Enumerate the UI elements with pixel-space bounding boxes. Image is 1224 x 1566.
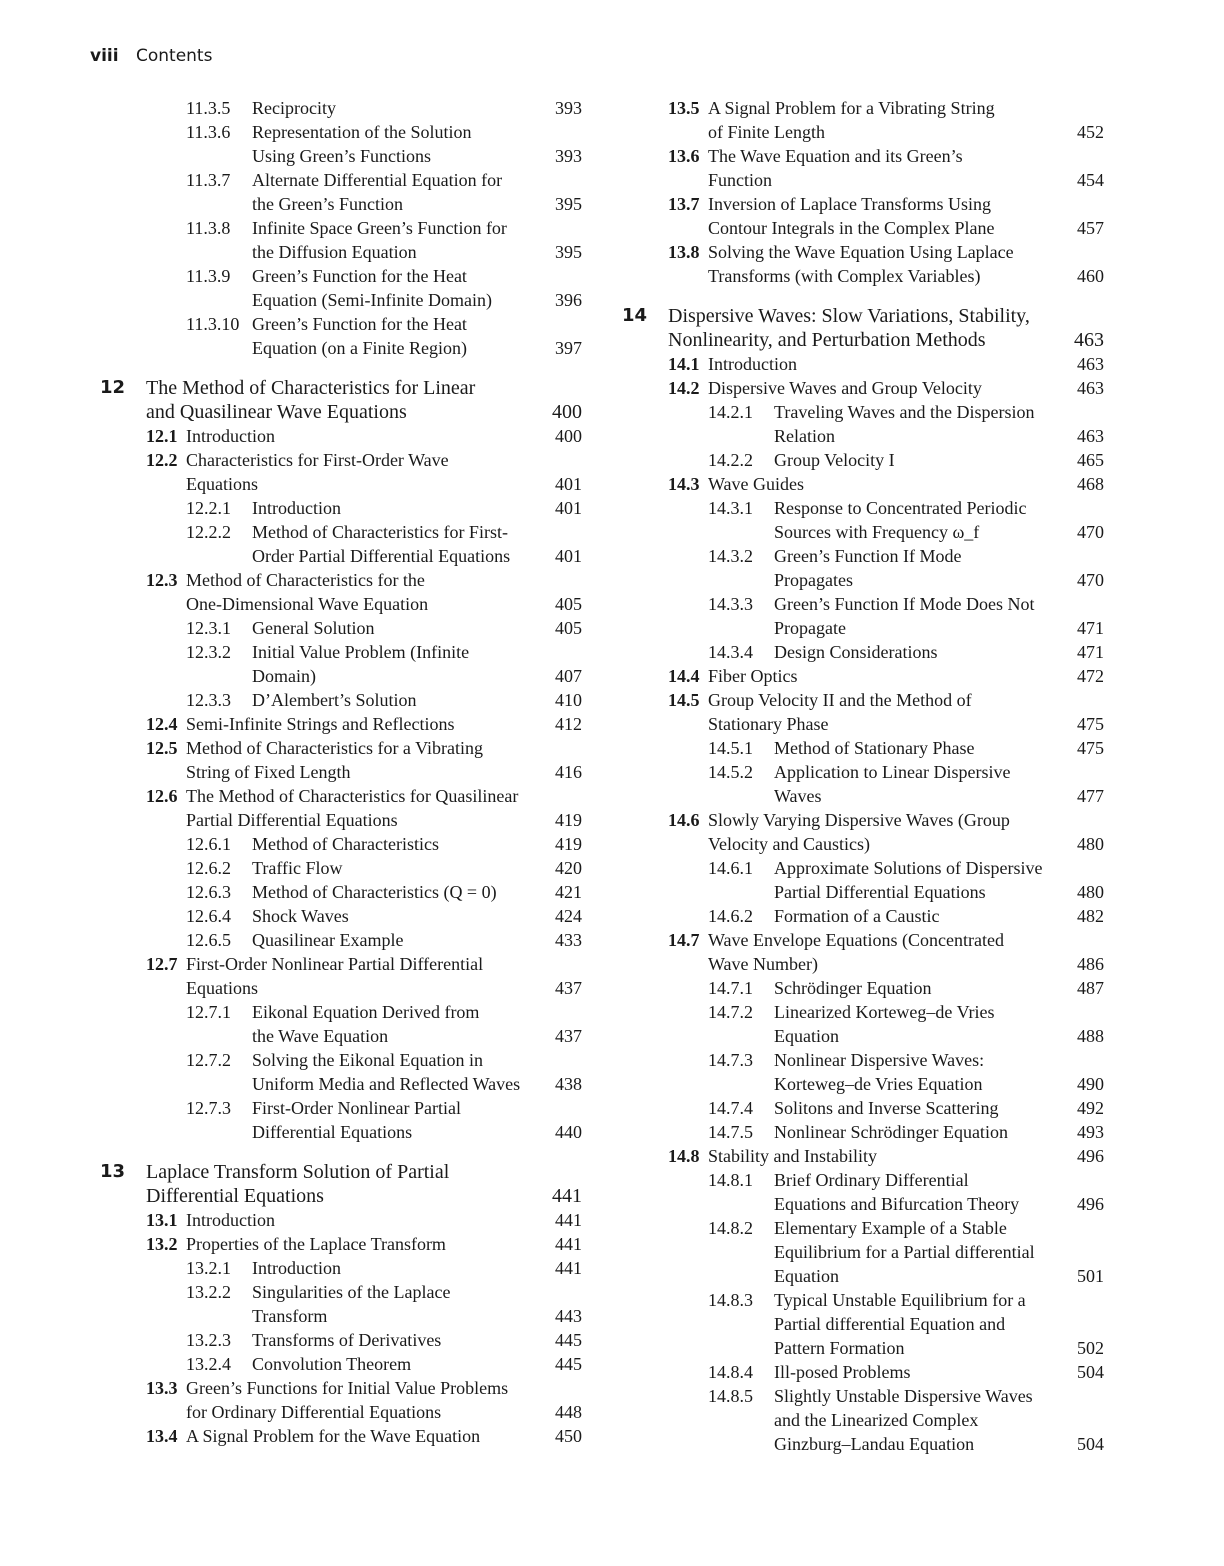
toc-section-entry[interactable] [622, 144, 1112, 192]
toc-entry-title: The Method of Characteristics for Linear and Quasilinear Wave Equations [146, 377, 476, 423]
toc-subsection-entry[interactable] [622, 544, 1112, 592]
toc-subsection-entry[interactable] [100, 832, 590, 856]
page-header [90, 46, 212, 66]
toc-entry-number: 12.3.2 [186, 642, 231, 662]
toc-entry-title: Brief Ordinary Differential Equations and Bifurcation Theory [774, 1170, 1020, 1214]
toc-entry-number: 12.6.4 [186, 906, 231, 926]
toc-subsection-entry[interactable] [622, 1048, 1112, 1096]
toc-entry-title: Nonlinear Schrödinger Equation [774, 1122, 1008, 1142]
toc-subsection-entry[interactable] [100, 264, 590, 312]
toc-section-entry[interactable] [100, 1424, 590, 1448]
toc-entry-page: 480 [1077, 834, 1104, 854]
toc-entry-page: 504 [1077, 1434, 1104, 1454]
toc-entry-title: Shock Waves [252, 906, 349, 926]
toc-entry-title: Singularities of the Laplace Transform [252, 1282, 451, 1326]
toc-entry-title: The Method of Characteristics for Quasilinear Partial Differential Equations [186, 786, 519, 830]
toc-entry-number: 14 [622, 305, 648, 326]
toc-entry-page: 486 [1077, 954, 1104, 974]
toc-subsection-entry[interactable] [622, 904, 1112, 928]
toc-subsection-entry[interactable] [100, 640, 590, 688]
toc-entry-number: 12.3.1 [186, 618, 231, 638]
toc-entry-title: Fiber Optics [708, 666, 798, 686]
toc-subsection-entry[interactable] [622, 448, 1112, 472]
toc-entry-title: Response to Concentrated Periodic Sources with Frequency ω_f [774, 498, 1027, 542]
toc-entry-title: Quasilinear Example [252, 930, 404, 950]
toc-left-column [100, 96, 590, 1448]
toc-entry-title: Wave Envelope Equations (Concentrated Wave Number) [708, 930, 1004, 974]
toc-entry-number: 13.7 [668, 194, 700, 214]
toc-entry-title: Method of Characteristics for the One-Dimensional Wave Equation [186, 570, 429, 614]
toc-entry-page: 395 [555, 242, 582, 262]
toc-entry-number: 13.6 [668, 146, 700, 166]
toc-entry-number: 14.7.2 [708, 1002, 753, 1022]
toc-subsection-entry[interactable] [622, 640, 1112, 664]
toc-entry-page: 471 [1077, 618, 1104, 638]
toc-entry-title: Introduction [186, 1210, 275, 1230]
toc-entry-number: 12.2 [146, 450, 178, 470]
toc-entry-number: 11.3.10 [186, 314, 240, 334]
toc-entry-title: Stability and Instability [708, 1146, 877, 1166]
toc-entry-number: 14.8.5 [708, 1386, 753, 1406]
toc-entry-page: 397 [555, 338, 582, 358]
toc-entry-number: 11.3.8 [186, 218, 231, 238]
toc-entry-number: 13.2.4 [186, 1354, 231, 1374]
toc-subsection-entry[interactable] [100, 312, 590, 360]
toc-entry-title: Schrödinger Equation [774, 978, 932, 998]
toc-subsection-entry[interactable] [622, 856, 1112, 904]
toc-subsection-entry[interactable] [622, 496, 1112, 544]
toc-entry-page: 463 [1077, 378, 1104, 398]
toc-entry-title: Traveling Waves and the Dispersion Relation [774, 402, 1035, 446]
toc-subsection-entry[interactable] [100, 1328, 590, 1352]
toc-entry-title: Introduction [252, 1258, 341, 1278]
toc-entry-page: 433 [555, 930, 582, 950]
toc-entry-page: 441 [555, 1234, 582, 1254]
toc-entry-title: First-Order Nonlinear Partial Differential Equations [186, 954, 484, 998]
toc-entry-page: 501 [1077, 1266, 1104, 1286]
toc-entry-number: 12.2.1 [186, 498, 231, 518]
toc-entry-title: Alternate Differential Equation for the Green’s Function [252, 170, 503, 214]
toc-entry-page: 400 [552, 401, 582, 423]
toc-subsection-entry[interactable] [100, 1256, 590, 1280]
toc-entry-number: 14.6.1 [708, 858, 753, 878]
toc-entry-number: 12.1 [146, 426, 178, 446]
toc-section-entry[interactable] [622, 96, 1112, 144]
toc-entry-number: 12.3 [146, 570, 178, 590]
toc-subsection-entry[interactable] [100, 520, 590, 568]
toc-entry-page: 488 [1077, 1026, 1104, 1046]
toc-entry-page: 471 [1077, 642, 1104, 662]
toc-section-entry[interactable] [622, 240, 1112, 288]
toc-entry-title: Nonlinear Dispersive Waves: Korteweg–de Vries Equation [774, 1050, 985, 1094]
toc-entry-page: 448 [555, 1402, 582, 1422]
toc-subsection-entry[interactable] [100, 120, 590, 168]
toc-entry-title: First-Order Nonlinear Partial Differential Equations [252, 1098, 461, 1142]
toc-entry-page: 437 [555, 978, 582, 998]
toc-subsection-entry[interactable] [622, 1096, 1112, 1120]
toc-entry-title: Approximate Solutions of Dispersive Partial Differential Equations [774, 858, 1043, 902]
toc-entry-page: 450 [555, 1426, 582, 1446]
toc-section-entry[interactable] [622, 664, 1112, 688]
toc-entry-title: Traffic Flow [252, 858, 343, 878]
toc-entry-title: Inversion of Laplace Transforms Using Contour Integrals in the Complex Plane [708, 194, 995, 238]
running-title: Contents [135, 46, 213, 66]
toc-entry-number: 14.5.1 [708, 738, 753, 758]
toc-entry-page: 480 [1077, 882, 1104, 902]
toc-entry-page: 465 [1077, 450, 1104, 470]
toc-entry-number: 11.3.7 [186, 170, 231, 190]
toc-section-entry[interactable] [622, 472, 1112, 496]
toc-entry-number: 13 [100, 1161, 126, 1182]
toc-entry-number: 12.7.3 [186, 1098, 231, 1118]
toc-entry-number: 14.3.1 [708, 498, 753, 518]
toc-entry-title: A Signal Problem for a Vibrating String of Finite Length [708, 98, 995, 142]
toc-entry-title: Eikonal Equation Derived from the Wave Equation [252, 1002, 480, 1046]
toc-entry-page: 401 [555, 546, 582, 566]
toc-entry-title: Laplace Transform Solution of Partial Differential Equations [146, 1161, 450, 1207]
toc-entry-number: 11.3.5 [186, 98, 231, 118]
toc-entry-page: 463 [1077, 354, 1104, 374]
toc-entry-number: 14.8.1 [708, 1170, 753, 1190]
toc-entry-title: Method of Characteristics (Q = 0) [252, 882, 497, 902]
toc-entry-page: 395 [555, 194, 582, 214]
toc-entry-title: Method of Stationary Phase [774, 738, 975, 758]
toc-subsection-entry[interactable] [622, 1168, 1112, 1216]
toc-entry-page: 419 [555, 834, 582, 854]
toc-entry-number: 12.6.1 [186, 834, 231, 854]
toc-entry-page: 502 [1077, 1338, 1104, 1358]
toc-entry-number: 13.5 [668, 98, 700, 118]
toc-entry-page: 407 [555, 666, 582, 686]
toc-entry-number: 14.3.2 [708, 546, 753, 566]
toc-entry-page: 463 [1074, 329, 1104, 351]
toc-entry-number: 14.3 [668, 474, 700, 494]
toc-entry-title: Group Velocity II and the Method of Stationary Phase [708, 690, 972, 734]
toc-entry-page: 496 [1077, 1146, 1104, 1166]
toc-entry-page: 445 [555, 1330, 582, 1350]
toc-entry-page: 487 [1077, 978, 1104, 998]
toc-entry-title: Green’s Function for the Heat Equation (on a Finite Region) [252, 314, 467, 358]
toc-entry-number: 12.6.5 [186, 930, 231, 950]
toc-subsection-entry[interactable] [622, 1216, 1112, 1288]
toc-entry-number: 14.5 [668, 690, 700, 710]
toc-entry-page: 437 [555, 1026, 582, 1046]
toc-entry-number: 12.6.2 [186, 858, 231, 878]
toc-subsection-entry[interactable] [622, 592, 1112, 640]
toc-entry-page: 420 [555, 858, 582, 878]
toc-entry-page: 477 [1077, 786, 1104, 806]
toc-entry-page: 482 [1077, 906, 1104, 926]
toc-section-entry[interactable] [622, 192, 1112, 240]
toc-entry-page: 463 [1077, 426, 1104, 446]
toc-entry-number: 12.7.2 [186, 1050, 231, 1070]
toc-entry-page: 441 [552, 1185, 582, 1207]
toc-right-column [622, 96, 1112, 1456]
toc-entry-title: Formation of a Caustic [774, 906, 940, 926]
toc-entry-title: Characteristics for First-Order Wave Equations [186, 450, 449, 494]
toc-entry-title: Method of Characteristics for First- Order Partial Differential Equations [252, 522, 511, 566]
toc-entry-number: 13.4 [146, 1426, 178, 1446]
toc-entry-title: Method of Characteristics [252, 834, 439, 854]
toc-entry-number: 14.8 [668, 1146, 700, 1166]
toc-entry-title: Method of Characteristics for a Vibrating String of Fixed Length [186, 738, 483, 782]
toc-entry-number: 14.5.2 [708, 762, 753, 782]
toc-entry-number: 14.6.2 [708, 906, 753, 926]
toc-entry-title: Dispersive Waves: Slow Variations, Stability, Nonlinearity, and Perturbation Methods [668, 305, 1030, 351]
toc-entry-title: Slightly Unstable Dispersive Waves and the Linearized Complex Ginzburg–Landau Equation [774, 1386, 1033, 1454]
toc-entry-title: Solving the Eikonal Equation in Uniform Media and Reflected Waves [252, 1050, 521, 1094]
toc-subsection-entry[interactable] [622, 1000, 1112, 1048]
toc-entry-page: 445 [555, 1354, 582, 1374]
toc-section-entry[interactable] [622, 352, 1112, 376]
toc-entry-title: Representation of the Solution Using Green’s Functions [252, 122, 472, 166]
toc-entry-title: Solitons and Inverse Scattering [774, 1098, 999, 1118]
toc-entry-number: 14.8.3 [708, 1290, 753, 1310]
toc-entry-page: 419 [555, 810, 582, 830]
toc-entry-number: 14.7.5 [708, 1122, 753, 1142]
toc-entry-page: 490 [1077, 1074, 1104, 1094]
toc-entry-page: 441 [555, 1210, 582, 1230]
toc-entry-title: Dispersive Waves and Group Velocity [708, 378, 982, 398]
toc-section-entry[interactable] [100, 736, 590, 784]
toc-subsection-entry[interactable] [622, 976, 1112, 1000]
toc-section-entry[interactable] [622, 808, 1112, 856]
toc-entry-page: 393 [555, 98, 582, 118]
toc-entry-page: 457 [1077, 218, 1104, 238]
toc-entry-page: 412 [555, 714, 582, 734]
toc-entry-page: 475 [1077, 714, 1104, 734]
toc-entry-title: Green’s Function If Mode Propagates [774, 546, 962, 590]
toc-subsection-entry[interactable] [622, 760, 1112, 808]
toc-subsection-entry[interactable] [622, 1384, 1112, 1456]
toc-entry-number: 12.7.1 [186, 1002, 231, 1022]
toc-subsection-entry[interactable] [622, 1288, 1112, 1360]
toc-entry-title: Introduction [186, 426, 275, 446]
toc-entry-number: 14.7.4 [708, 1098, 753, 1118]
toc-subsection-entry[interactable] [100, 1048, 590, 1096]
toc-subsection-entry[interactable] [100, 928, 590, 952]
toc-subsection-entry[interactable] [100, 856, 590, 880]
toc-entry-number: 14.7.3 [708, 1050, 753, 1070]
toc-entry-page: 470 [1077, 570, 1104, 590]
toc-entry-title: Green’s Functions for Initial Value Problems for Ordinary Differential Equations [186, 1378, 509, 1422]
toc-entry-number: 12.5 [146, 738, 178, 758]
toc-entry-title: Solving the Wave Equation Using Laplace Transforms (with Complex Variables) [708, 242, 1014, 286]
toc-entry-title: Reciprocity [252, 98, 336, 118]
toc-chapter-entry[interactable] [100, 376, 590, 424]
toc-entry-number: 14.2.2 [708, 450, 753, 470]
toc-subsection-entry[interactable] [100, 1096, 590, 1144]
toc-entry-page: 475 [1077, 738, 1104, 758]
toc-entry-number: 14.3.4 [708, 642, 753, 662]
toc-entry-number: 12.7 [146, 954, 178, 974]
toc-entry-page: 405 [555, 594, 582, 614]
toc-entry-number: 11.3.9 [186, 266, 231, 286]
toc-entry-number: 14.6 [668, 810, 700, 830]
toc-subsection-entry[interactable] [100, 688, 590, 712]
toc-entry-number: 14.7 [668, 930, 700, 950]
toc-entry-title: Introduction [252, 498, 341, 518]
page-number: viii [90, 46, 119, 66]
toc-section-entry[interactable] [100, 448, 590, 496]
toc-entry-title: Application to Linear Dispersive Waves [774, 762, 1011, 806]
toc-entry-title: Green’s Function If Mode Does Not Propagate [774, 594, 1035, 638]
toc-entry-page: 492 [1077, 1098, 1104, 1118]
toc-entry-number: 14.2 [668, 378, 700, 398]
toc-entry-page: 401 [555, 474, 582, 494]
toc-entry-title: Convolution Theorem [252, 1354, 412, 1374]
toc-entry-title: Typical Unstable Equilibrium for a Partial differential Equation and Pattern Formation [774, 1290, 1026, 1358]
toc-subsection-entry[interactable] [622, 400, 1112, 448]
toc-section-entry[interactable] [100, 1232, 590, 1256]
toc-entry-number: 14.8.2 [708, 1218, 753, 1238]
toc-subsection-entry[interactable] [622, 1120, 1112, 1144]
toc-entry-number: 14.4 [668, 666, 700, 686]
toc-entry-title: Ill-posed Problems [774, 1362, 911, 1382]
toc-entry-title: Semi-Infinite Strings and Reflections [186, 714, 455, 734]
toc-entry-number: 13.2.3 [186, 1330, 231, 1350]
toc-entry-page: 438 [555, 1074, 582, 1094]
toc-entry-number: 14.1 [668, 354, 700, 374]
toc-entry-page: 441 [555, 1258, 582, 1278]
toc-entry-title: Wave Guides [708, 474, 805, 494]
toc-entry-page: 410 [555, 690, 582, 710]
toc-entry-title: Introduction [708, 354, 797, 374]
toc-section-entry[interactable] [100, 952, 590, 1000]
toc-entry-page: 493 [1077, 1122, 1104, 1142]
toc-subsection-entry[interactable] [100, 496, 590, 520]
toc-entry-page: 401 [555, 498, 582, 518]
toc-entry-page: 424 [555, 906, 582, 926]
toc-subsection-entry[interactable] [100, 168, 590, 216]
toc-entry-page: 416 [555, 762, 582, 782]
toc-entry-number: 13.2.2 [186, 1282, 231, 1302]
toc-section-entry[interactable] [100, 424, 590, 448]
toc-entry-number: 12.4 [146, 714, 178, 734]
toc-entry-page: 400 [555, 426, 582, 446]
toc-entry-number: 14.2.1 [708, 402, 753, 422]
toc-entry-page: 440 [555, 1122, 582, 1142]
toc-subsection-entry[interactable] [100, 1352, 590, 1376]
toc-entry-page: 396 [555, 290, 582, 310]
toc-subsection-entry[interactable] [100, 616, 590, 640]
toc-entry-number: 13.3 [146, 1378, 178, 1398]
toc-entry-title: Properties of the Laplace Transform [186, 1234, 446, 1254]
toc-entry-page: 393 [555, 146, 582, 166]
toc-entry-title: Initial Value Problem (Infinite Domain) [252, 642, 470, 686]
toc-entry-number: 13.1 [146, 1210, 178, 1230]
toc-entry-number: 13.2 [146, 1234, 178, 1254]
toc-entry-page: 496 [1077, 1194, 1104, 1214]
toc-subsection-entry[interactable] [622, 1360, 1112, 1384]
toc-entry-title: Design Considerations [774, 642, 938, 662]
toc-section-entry[interactable] [100, 712, 590, 736]
toc-section-entry[interactable] [100, 568, 590, 616]
toc-subsection-entry[interactable] [100, 96, 590, 120]
toc-chapter-entry[interactable] [622, 304, 1112, 352]
toc-entry-page: 452 [1077, 122, 1104, 142]
toc-section-entry[interactable] [622, 688, 1112, 736]
toc-subsection-entry[interactable] [100, 904, 590, 928]
toc-entry-number: 13.2.1 [186, 1258, 231, 1278]
toc-section-entry[interactable] [100, 1376, 590, 1424]
toc-section-entry[interactable] [622, 376, 1112, 400]
toc-entry-page: 454 [1077, 170, 1104, 190]
toc-entry-number: 13.8 [668, 242, 700, 262]
toc-subsection-entry[interactable] [100, 1280, 590, 1328]
toc-subsection-entry[interactable] [100, 1000, 590, 1048]
toc-entry-title: Linearized Korteweg–de Vries Equation [774, 1002, 995, 1046]
toc-entry-number: 12 [100, 377, 126, 398]
toc-entry-title: A Signal Problem for the Wave Equation [186, 1426, 481, 1446]
toc-entry-number: 14.7.1 [708, 978, 753, 998]
toc-entry-title: General Solution [252, 618, 375, 638]
toc-entry-number: 12.3.3 [186, 690, 231, 710]
toc-entry-page: 421 [555, 882, 582, 902]
toc-subsection-entry[interactable] [100, 880, 590, 904]
toc-section-entry[interactable] [100, 1208, 590, 1232]
toc-entry-title: The Wave Equation and its Green’s Function [708, 146, 963, 190]
toc-entry-title: Slowly Varying Dispersive Waves (Group Velocity and Caustics) [708, 810, 1010, 854]
toc-entry-number: 14.3.3 [708, 594, 753, 614]
toc-entry-page: 443 [555, 1306, 582, 1326]
toc-entry-title: Group Velocity I [774, 450, 895, 470]
toc-entry-title: Green’s Function for the Heat Equation (Semi-Infinite Domain) [252, 266, 492, 310]
toc-entry-number: 12.2.2 [186, 522, 231, 542]
toc-chapter-entry[interactable] [100, 1160, 590, 1208]
toc-entry-page: 405 [555, 618, 582, 638]
toc-section-entry[interactable] [100, 784, 590, 832]
toc-entry-title: Elementary Example of a Stable Equilibrium for a Partial differential Equation [774, 1218, 1035, 1286]
toc-entry-number: 12.6.3 [186, 882, 231, 902]
toc-subsection-entry[interactable] [622, 736, 1112, 760]
toc-entry-page: 470 [1077, 522, 1104, 542]
toc-entry-page: 472 [1077, 666, 1104, 686]
toc-section-entry[interactable] [622, 1144, 1112, 1168]
toc-entry-title: D’Alembert’s Solution [252, 690, 417, 710]
toc-entry-title: Infinite Space Green’s Function for the Diffusion Equation [252, 218, 507, 262]
toc-entry-page: 460 [1077, 266, 1104, 286]
toc-subsection-entry[interactable] [100, 216, 590, 264]
toc-entry-number: 14.8.4 [708, 1362, 753, 1382]
toc-entry-number: 11.3.6 [186, 122, 231, 142]
toc-entry-number: 12.6 [146, 786, 178, 806]
toc-entry-title: Transforms of Derivatives [252, 1330, 442, 1350]
toc-section-entry[interactable] [622, 928, 1112, 976]
toc-entry-page: 468 [1077, 474, 1104, 494]
toc-entry-page: 504 [1077, 1362, 1104, 1382]
